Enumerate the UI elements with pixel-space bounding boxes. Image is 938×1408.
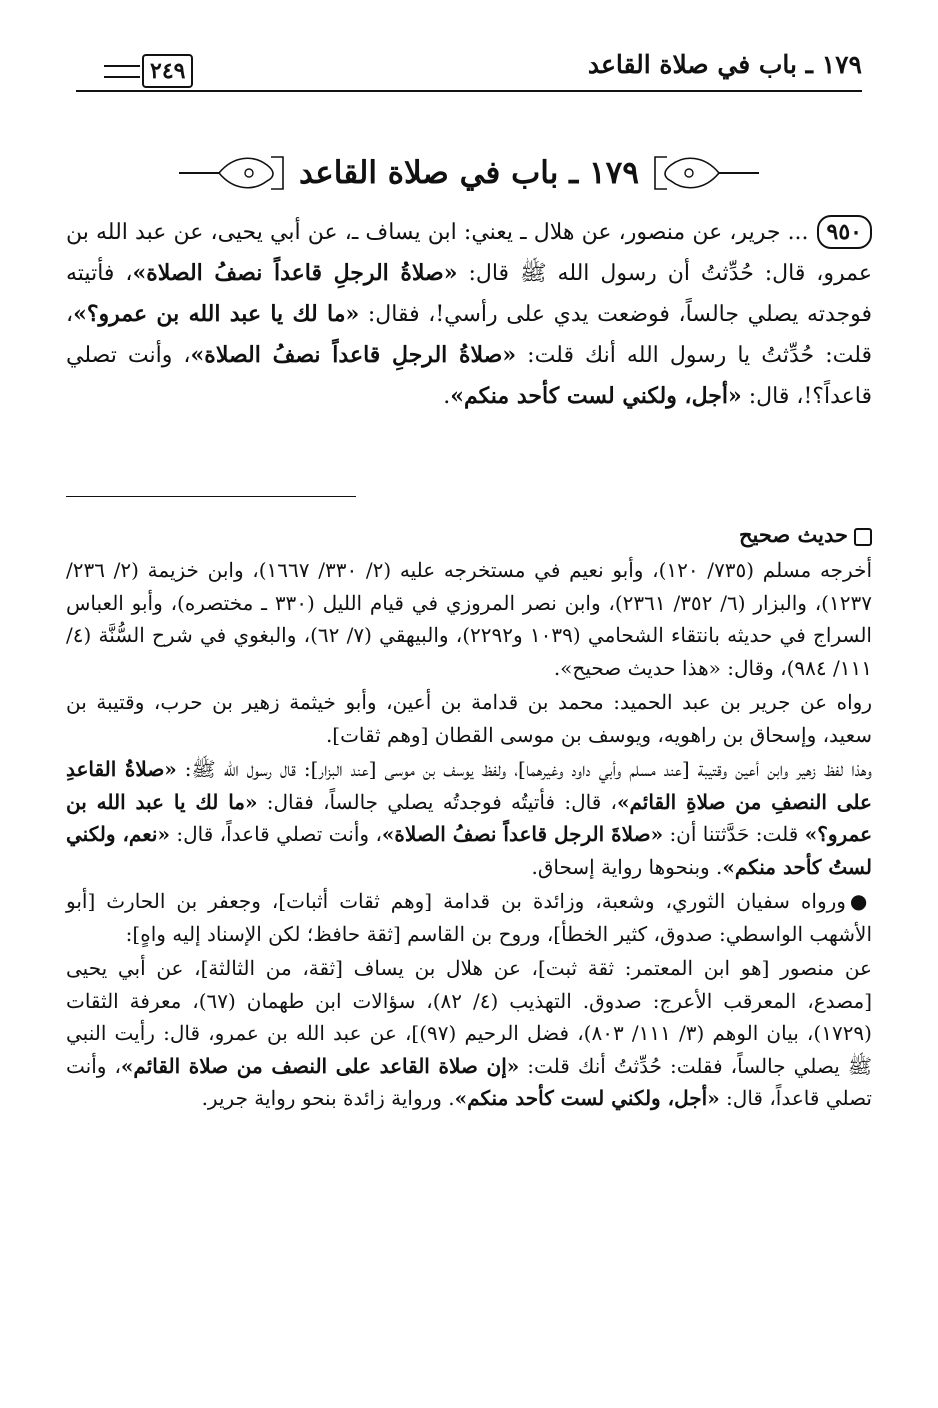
running-header (76, 44, 862, 92)
prophetic-quote: «صلاةُ الرجلِ قاعداً نصفُ الصلاة» (132, 260, 458, 286)
note-text: عن منصور [هو ابن المعتمر: ثقة ثبت]، عن هلال بن يساف [ثقة، من الثالثة]، عن أبي يحيى [مصدع، المعرقب الأعرج: صدوق. التهذيب (٤/ ٨٢)، سؤالات ابن طهمان (٦٧)، معرفة الثقات (١٧٢٩)، بيان الوهم (٣/ ١١١/ ٨٠٣)، فضل الرحيم (٩٧)]، عن عبد الله بن عمرو، قال: رأيت النبي ﷺ يصلي جالساً، فقلت: حُدِّثتُ أنك قلت: (66, 956, 873, 1078)
page-number: ٢٤٩ (142, 54, 193, 88)
header-rule (76, 90, 862, 92)
hadith-text-part: ، وأنت تصلي قاعداً؟!، قال: (66, 343, 872, 409)
note-paragraph (66, 885, 872, 950)
takhrij-notes (66, 554, 872, 1117)
note-text: قلت: حَدَّثتنا أن: (663, 822, 805, 846)
hadith-text (66, 212, 872, 417)
note-text: ، قال: فأتيتُه فوجدتُه يصلي جالساً، فقال: (257, 789, 617, 814)
ornament-lines (104, 65, 140, 78)
book-icon (854, 528, 872, 546)
grading-label: حديث صحيح (738, 522, 848, 547)
note-paragraph: أخرجه مسلم (٧٣٥/ ١٢٠)، وأبو نعيم في مستخرجه عليه (٢/ ٣٣٠/ ١٦٦٧)، وابن خزيمة (٢/ ٢٣٦/ ١٢٣٧)، والبزار (٦/ ٣٥٢/ ٢٣٦١)، وابن نصر المروزي في قيام الليل (٣٣٠ ـ مختصره)، وأبو العباس السراج في حديثه بانتقاء الشحامي (١٠٣٩ و٢٢٩٢)، والبيهقي (٧/ ٦٢)، والبغوي في شرح السُّنَّة (٤/ ١١١/ ٩٨٤)، وقال: «هذا حديث صحيح». (66, 558, 872, 680)
note-paragraph (66, 952, 872, 1115)
hadith-text-part: . (443, 384, 451, 409)
quote: «صلاةَ الرجل قاعداً نصفُ الصلاة» (381, 822, 664, 846)
bullet-icon: ● (849, 889, 872, 913)
hadith-text-part: ، فأتيته فوجدته يصلي جالساً، فوضعت يدي على رأسي!، فقال: (66, 261, 872, 327)
hadith-text-part: ، قلت: حُدِّثتُ يا رسول الله أنك قلت: (66, 302, 873, 368)
quote: «إن صلاة القاعد على النصف من صلاة القائم» (120, 1053, 520, 1078)
hadith-text-part: ... جرير، عن منصور، عن هلال ـ يعني: ابن يساف ـ، عن أبي يحيى، عن عبد الله بن عمرو، قال: حُدِّثتُ أن رسول الله ﷺ قال: (66, 220, 873, 286)
quote: «صلاةُ القاعدِ على النصفِ من صلاةِ القائم» (66, 757, 872, 814)
quote: «ما لك يا عبد الله بن عمرو؟» (66, 789, 873, 846)
note-text: . ورواية زائدة بنحو رواية جرير. (201, 1086, 455, 1110)
note-text: ورواه سفيان الثوري، وشعبة، وزائدة بن قدامة [وهم ثقات أثبات]، وجعفر بن الحارث [أبو الأشهب الواسطي: صدوق، كثير الخطأ]، وروح بن القاسم [ثقة حافظ؛ لكن الإسناد إليه واهٍ]: (66, 889, 872, 946)
section-separator (66, 496, 356, 497)
note-text: وهذا لفظ زهير وابن أعين وقتيبة [عند مسلم وأبي داود وغيرهما]، ولفظ يوسف بن موسى [عند البزار]: قال رسول الله ﷺ: (176, 757, 872, 781)
note-text: ، وأنت تصلي قاعداً، قال: (169, 822, 382, 846)
hadith-paragraph (66, 212, 872, 417)
prophetic-quote: «أجل، ولكني لست كأحد منكم» (450, 383, 742, 409)
note-paragraph: رواه عن جرير بن عبد الحميد: محمد بن قدامة بن أعين، وأبو خيثمة زهير بن حرب، وقتيبة بن سعيد، وإسحاق بن راهويه، ويوسف بن موسى القطان [وهم ثقات]. (66, 690, 872, 747)
chapter-heading (0, 148, 938, 198)
quote: «نعم، ولكني لستُ كأحد منكم» (66, 822, 872, 879)
left-ornament-icon (179, 153, 289, 193)
page-number-ornament (104, 54, 193, 88)
prophetic-quote: «ما لك يا عبد الله بن عمرو؟» (73, 301, 360, 327)
grading-heading (66, 520, 872, 550)
running-title: ١٧٩ ـ باب في صلاة القاعد (587, 50, 862, 79)
note-text: . وبنحوها رواية إسحاق. (531, 854, 723, 879)
quote: «أجل، ولكني لست كأحد منكم» (454, 1086, 720, 1110)
chapter-title: ١٧٩ ـ باب في صلاة القاعد (299, 155, 639, 191)
hadith-number: ٩٥٠ (817, 215, 872, 249)
prophetic-quote: «صلاةُ الرجلِ قاعداً نصفُ الصلاة» (190, 342, 517, 368)
right-ornament-icon (649, 153, 759, 193)
note-paragraph (66, 753, 872, 883)
note-text: ، وأنت تصلي قاعداً، قال: (66, 1053, 872, 1110)
